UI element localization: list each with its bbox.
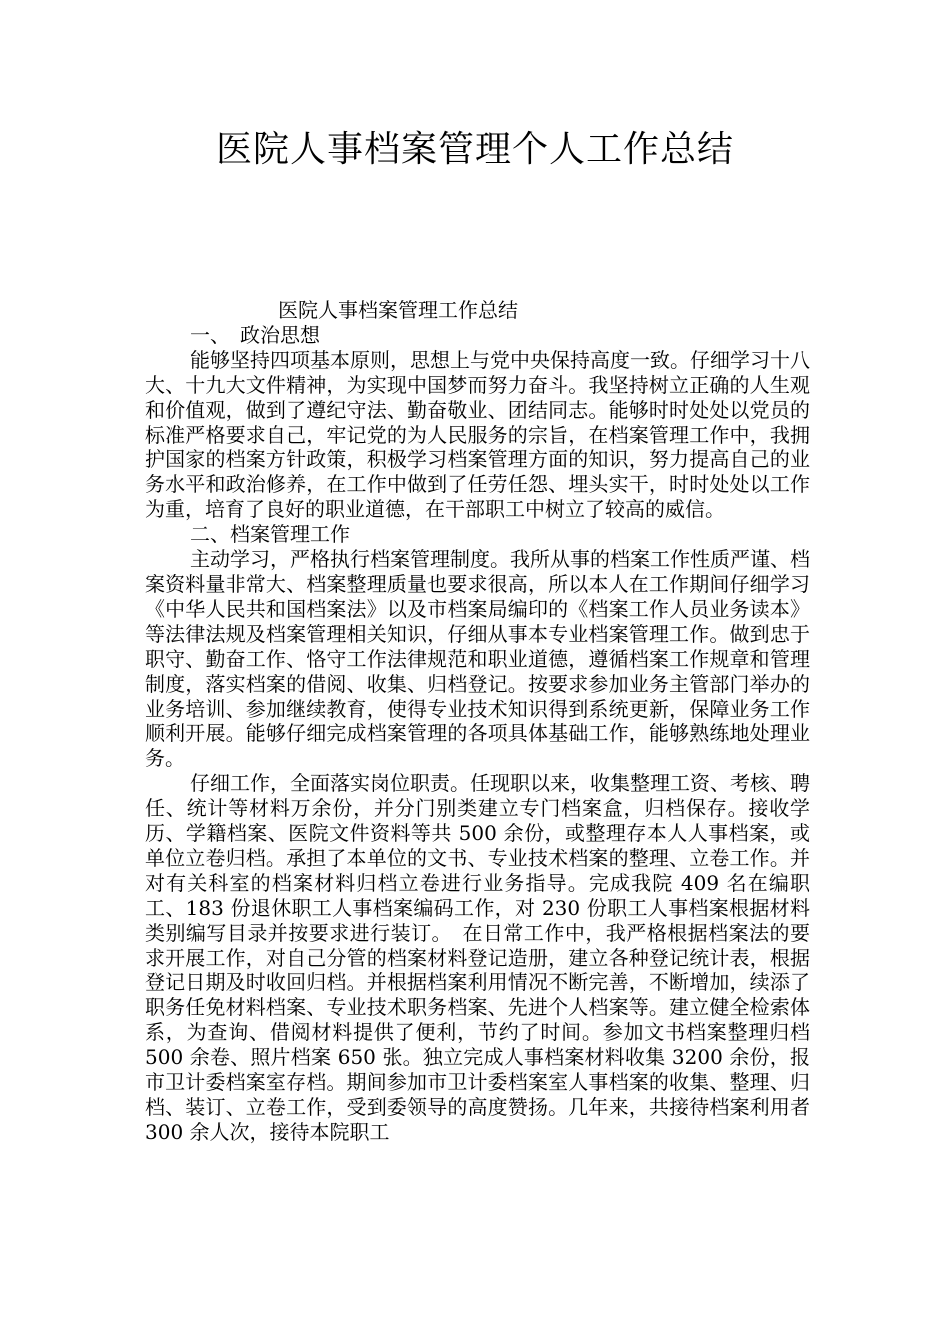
paragraph-political: 能够坚持四项基本原则，思想上与党中央保持高度一致。仔细学习十八大、十九大文件精神，为实现中国梦而努力奋斗。我坚持树立正确的人生观和价值观，做到了遵纪守法、勤奋敬业、团结同志。能够时时处处以党员的标准严格要求自己，牢记党的为人民服务的宗旨，在档案管理工作中，我拥护国家的档案方针政策，积极学习档案管理方面的知识，努力提高自己的业务水平和政治修养，在工作中做到了任劳任怨、埋头实干，时时处处以工作为重，培育了良好的职业道德，在干部职工中树立了较高的威信。	[145, 347, 810, 522]
section-heading-political: 一、 政治思想	[190, 322, 320, 347]
section-heading-archive: 二、档案管理工作	[190, 522, 350, 547]
document-title: 医院人事档案管理个人工作总结	[215, 129, 734, 170]
paragraph-study: 主动学习，严格执行档案管理制度。我所从事的档案工作性质严谨、档案资料量非常大、档案整理质量也要求很高，所以本人在工作期间仔细学习《中华人民共和国档案法》以及市档案局编印的《档案工作人员业务读本》等法律法规及档案管理相关知识，仔细从事本专业档案管理工作。做到忠于职守、勤奋工作、恪守工作法律规范和职业道德，遵循档案工作规章和管理制度，落实档案的借阅、收集、归档登记。按要求参加业务主管部门举办的业务培训、参加继续教育，使得专业技术知识得到系统更新，保障业务工作顺利开展。能够仔细完成档案管理的各项具体基础工作，能够熟练地处理业务。	[145, 547, 810, 771]
document-body	[145, 298, 810, 1145]
paragraph-duties: 仔细工作，全面落实岗位职责。任现职以来，收集整理工资、考核、聘任、统计等材料万余份，并分门别类建立专门档案盒，归档保存。接收学历、学籍档案、医院文件资料等共 500 余份，或整理存本人人事档案，或单位立卷归档。承担了本单位的文书、专业技术档案的整理、立卷工作。并对有关科室的档案材料归档立卷进行业务指导。完成我院 409 名在编职工、183 份退休职工人事档案编码工作，对 230 份职工人事档案根据材料类别编写目录并按要求进行装订。 在日常工作中，我严格根据档案法的要求开展工作，对自己分管的档案材料登记造册，建立各种登记统计表，根据登记日期及时收回归档。并根据档案利用情况不断完善，不断增加，续添了职务任免材料档案、专业技术职务档案、先进个人档案等。建立健全检索体系，为查询、借阅材料提供了便利，节约了时间。参加文书档案整理归档 500 余卷、照片档案 650 张。独立完成人事档案材料收集 3200 余份，报市卫计委档案室存档。期间参加市卫计委档案室人事档案的收集、整理、归档、装订、立卷工作，受到委领导的高度赞扬。几年来，共接待档案利用者 300 余人次，接待本院职工	[145, 771, 810, 1144]
document-subtitle: 医院人事档案管理工作总结	[278, 298, 518, 322]
